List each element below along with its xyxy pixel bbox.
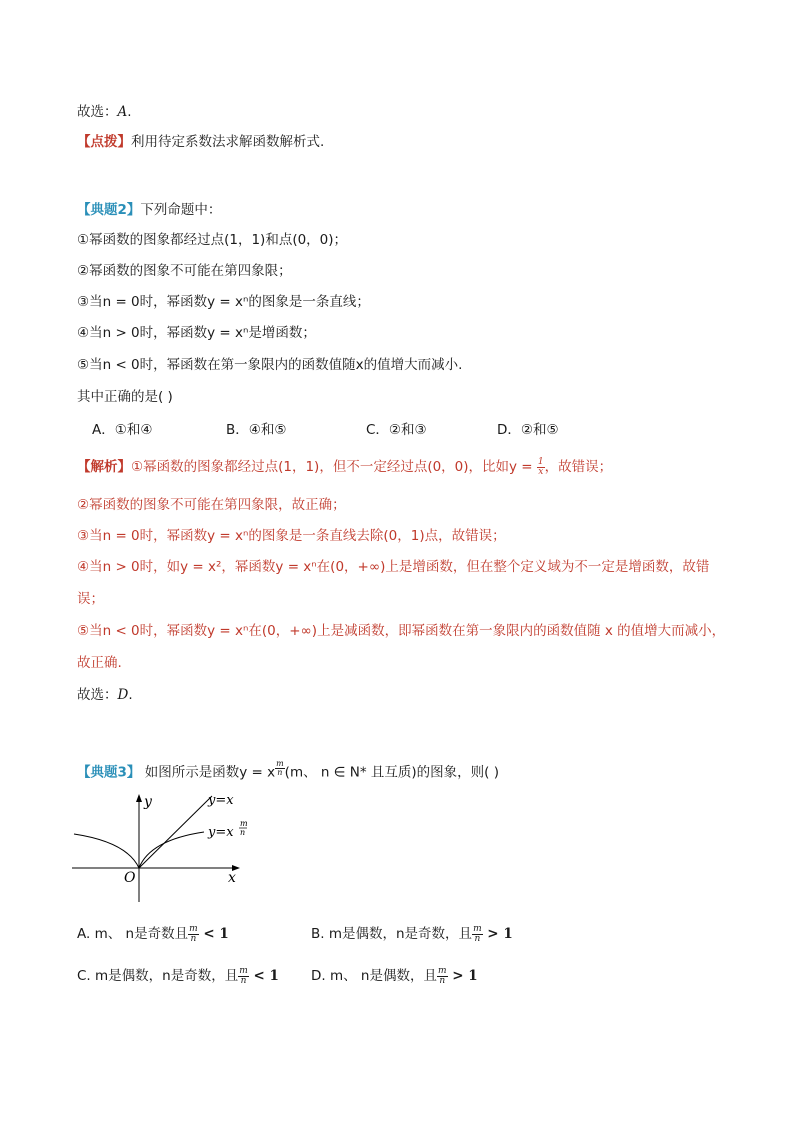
- frac-den: n: [439, 975, 446, 986]
- q2-heading: [77, 200, 221, 220]
- q2-item-1: ①幂函数的图象都经过点(1，1)和点(0，0)；: [77, 232, 348, 248]
- answer-line-top: [77, 102, 132, 122]
- option-pre: D. m、 n是偶数，且: [311, 968, 437, 984]
- q3-stem-post: (m、 n ∈ N* 且互质)的图象，则( ): [284, 764, 500, 781]
- option-fraction: [472, 925, 483, 944]
- option-post: < 1: [198, 926, 229, 942]
- q2-item-4: ④当n > 0时，幂函数y = xⁿ是增函数；: [77, 325, 316, 341]
- frac-num: m: [437, 965, 447, 976]
- frac-den: n: [240, 975, 247, 986]
- option-post: < 1: [248, 968, 279, 984]
- option-fraction: [437, 967, 448, 986]
- curve-label: y=x: [208, 825, 234, 840]
- q2-analysis-2: ②幂函数的图象不可能在第四象限，故正确；: [77, 497, 346, 513]
- q2-item-5: ⑤当n < 0时，幂函数在第一象限内的函数值随x的值增大而减小.: [77, 357, 463, 373]
- analysis-tag: 【解析】: [77, 459, 131, 475]
- curve-exp-num: m: [240, 819, 248, 828]
- frac-num: m: [473, 923, 482, 934]
- frac-den: x: [538, 466, 544, 477]
- q2-analysis-1: [77, 457, 612, 477]
- q2-answer: [77, 685, 133, 705]
- answer-choice: A: [117, 104, 128, 120]
- curve-right: [139, 832, 204, 868]
- line-label: y=x: [208, 793, 234, 808]
- option-post: > 1: [482, 926, 513, 942]
- q2-option-c: C．②和③: [366, 422, 427, 438]
- q2-analysis-3: ③当n = 0时，幂函数y = xⁿ的图象是一条直线去除(0，1)点，故错误；: [77, 528, 506, 544]
- answer-label: 故选：: [77, 687, 118, 703]
- q2-analysis-5b: 故正确.: [77, 655, 122, 671]
- exp-num: m: [276, 758, 284, 768]
- q3-option-d: [311, 966, 478, 986]
- option-pre: B. m是偶数，n是奇数，且: [311, 926, 473, 942]
- frac-num: m: [239, 965, 248, 976]
- option-fraction: [238, 967, 249, 986]
- q2-item-3: ③当n = 0时，幂函数y = xⁿ的图象是一条直线；: [77, 294, 370, 310]
- q2-analysis-4a: ④当n > 0时，如y = x²，幂函数y = xⁿ在(0，+∞)上是增函数，但在整个定义域为不一定是增函数，故错: [77, 559, 710, 575]
- q3-exponent: [275, 760, 285, 777]
- option-pre: A. m、 n是奇数且: [77, 926, 189, 942]
- frac-den: n: [474, 933, 481, 944]
- power-function-graph: [72, 790, 262, 905]
- option-post: > 1: [447, 968, 478, 984]
- q2-option-a: A．①和④: [92, 422, 153, 438]
- analysis-1-post: ，故错误；: [544, 459, 613, 475]
- analysis-1-pre: ①幂函数的图象都经过点(1，1)，但不一定经过点(0，0)，比如y =: [131, 459, 537, 475]
- tip-tag: 【点拨】: [77, 134, 131, 150]
- q2-option-d: D．②和⑤: [497, 422, 559, 438]
- q3-heading: [77, 758, 499, 783]
- option-fraction: [188, 925, 199, 944]
- q2-tag: 【典题2】: [77, 202, 141, 218]
- q2-item-2: ②幂函数的图象不可能在第四象限；: [77, 263, 292, 279]
- tip-line: [77, 132, 324, 152]
- frac-num: m: [189, 923, 198, 934]
- q2-ask: 其中正确的是( ): [77, 389, 173, 405]
- answer-choice: D: [117, 687, 129, 703]
- q2-analysis-5a: ⑤当n < 0时，幂函数y = xⁿ在(0，+∞)上是减函数，即幂函数在第一象限内的函数值随 x 的值增大而减小，: [77, 623, 726, 639]
- q2-analysis-4b: 误；: [77, 591, 104, 607]
- q3-tag: 【典题3】: [77, 764, 141, 781]
- frac-num: 1: [537, 456, 544, 467]
- y-axis-arrow: [136, 794, 142, 802]
- answer-end: .: [127, 104, 132, 120]
- option-pre: C. m是偶数，n是奇数，且: [77, 968, 239, 984]
- q2-stem: 下列命题中：: [140, 202, 222, 218]
- exp-den: n: [277, 767, 283, 777]
- q3-option-b: [311, 924, 513, 944]
- curve-exp-den: n: [240, 828, 246, 837]
- tip-text: 利用待定系数法求解函数解析式.: [131, 134, 325, 150]
- curve-left: [74, 834, 139, 868]
- q3-option-c: [77, 966, 279, 986]
- q3-stem-pre: 如图所示是函数y = x: [140, 764, 276, 781]
- x-axis-label: x: [228, 870, 236, 886]
- origin-label: O: [124, 870, 136, 886]
- answer-label: 故选：: [77, 104, 118, 120]
- y-axis-label: y: [144, 794, 152, 810]
- answer-end: .: [128, 687, 133, 703]
- q3-option-a: [77, 924, 229, 944]
- q2-option-b: B．④和⑤: [226, 422, 287, 438]
- analysis-1-fraction: [537, 458, 545, 477]
- frac-den: n: [190, 933, 197, 944]
